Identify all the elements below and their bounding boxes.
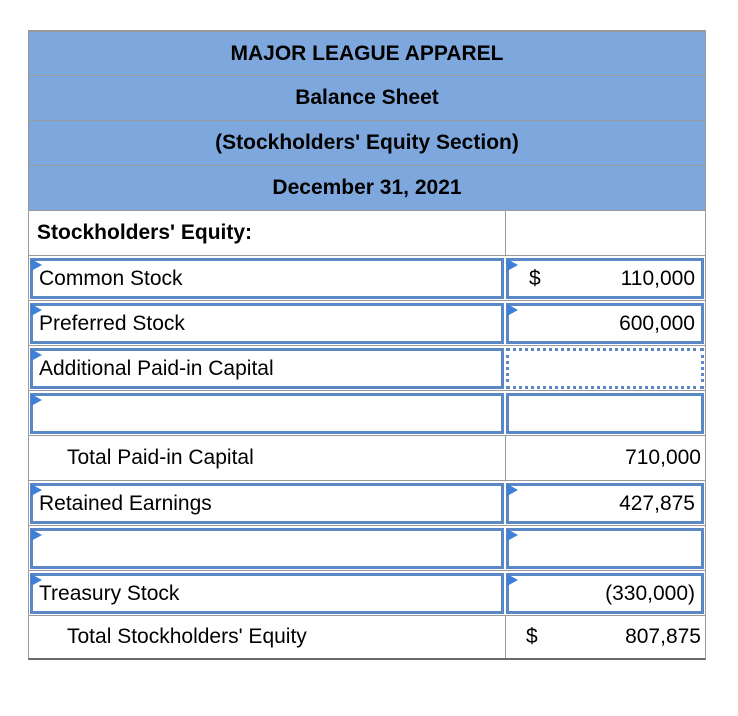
total-equity-row xyxy=(28,615,706,660)
dropdown-marker-icon xyxy=(31,259,42,271)
additional-paid-in-row xyxy=(28,345,706,390)
retained-earnings-label: Retained Earnings xyxy=(39,491,212,515)
total-paid-in-value-cell xyxy=(505,436,707,480)
treasury-stock-label: Treasury Stock xyxy=(39,581,180,605)
treasury-stock-value: (330,000) xyxy=(605,581,695,605)
common-stock-label: Common Stock xyxy=(39,266,183,290)
dropdown-marker-icon xyxy=(31,574,42,586)
dropdown-marker-icon xyxy=(507,484,518,496)
dollar-sign: $ xyxy=(526,625,538,648)
dropdown-marker-icon xyxy=(507,529,518,541)
retained-earnings-value: 427,875 xyxy=(619,491,695,515)
common-stock-value-input[interactable] xyxy=(506,258,704,299)
dropdown-marker-icon xyxy=(31,529,42,541)
total-paid-in-row xyxy=(28,435,706,480)
additional-paid-in-label: Additional Paid-in Capital xyxy=(39,356,274,380)
equity-heading: Stockholders' Equity: xyxy=(37,221,253,244)
dropdown-marker-icon xyxy=(31,304,42,316)
blank-label-input-2[interactable] xyxy=(30,528,504,569)
statement-date: December 31, 2021 xyxy=(28,165,706,210)
dollar-sign: $ xyxy=(529,266,541,290)
additional-paid-in-label-input[interactable] xyxy=(30,348,504,389)
preferred-stock-label-input[interactable] xyxy=(30,303,504,344)
additional-paid-in-value-input[interactable] xyxy=(506,348,704,389)
dropdown-marker-icon xyxy=(507,304,518,316)
retained-earnings-row xyxy=(28,480,706,525)
preferred-stock-row xyxy=(28,300,706,345)
blank-value-input-2[interactable] xyxy=(506,528,704,569)
common-stock-label-input[interactable] xyxy=(30,258,504,299)
preferred-stock-value-input[interactable] xyxy=(506,303,704,344)
blank-row-1 xyxy=(28,390,706,435)
common-stock-value: 110,000 xyxy=(620,266,695,290)
total-equity-value: 807,875 xyxy=(625,625,701,648)
common-stock-row xyxy=(28,255,706,300)
retained-earnings-value-input[interactable] xyxy=(506,483,704,524)
dropdown-marker-icon xyxy=(507,259,518,271)
treasury-stock-row xyxy=(28,570,706,615)
equity-heading-row xyxy=(28,210,706,255)
preferred-stock-value: 600,000 xyxy=(619,311,695,335)
blank-row-2 xyxy=(28,525,706,570)
blank-value-input-1[interactable] xyxy=(506,393,704,434)
dropdown-marker-icon xyxy=(31,484,42,496)
retained-earnings-label-input[interactable] xyxy=(30,483,504,524)
preferred-stock-label: Preferred Stock xyxy=(39,311,185,335)
treasury-stock-label-input[interactable] xyxy=(30,573,504,614)
dropdown-marker-icon xyxy=(507,574,518,586)
dropdown-marker-icon xyxy=(31,394,42,406)
total-paid-in-label: Total Paid-in Capital xyxy=(67,446,254,469)
blank-label-input-1[interactable] xyxy=(30,393,504,434)
statement-title: Balance Sheet xyxy=(28,75,706,120)
company-name: MAJOR LEAGUE APPAREL xyxy=(28,30,706,75)
total-equity-label: Total Stockholders' Equity xyxy=(67,625,307,648)
balance-sheet-table xyxy=(28,30,706,660)
section-title: (Stockholders' Equity Section) xyxy=(28,120,706,165)
treasury-stock-value-input[interactable] xyxy=(506,573,704,614)
dropdown-marker-icon xyxy=(31,349,42,361)
equity-heading-value-cell xyxy=(505,211,707,255)
total-equity-value-cell xyxy=(505,616,707,658)
total-paid-in-value: 710,000 xyxy=(625,446,701,469)
